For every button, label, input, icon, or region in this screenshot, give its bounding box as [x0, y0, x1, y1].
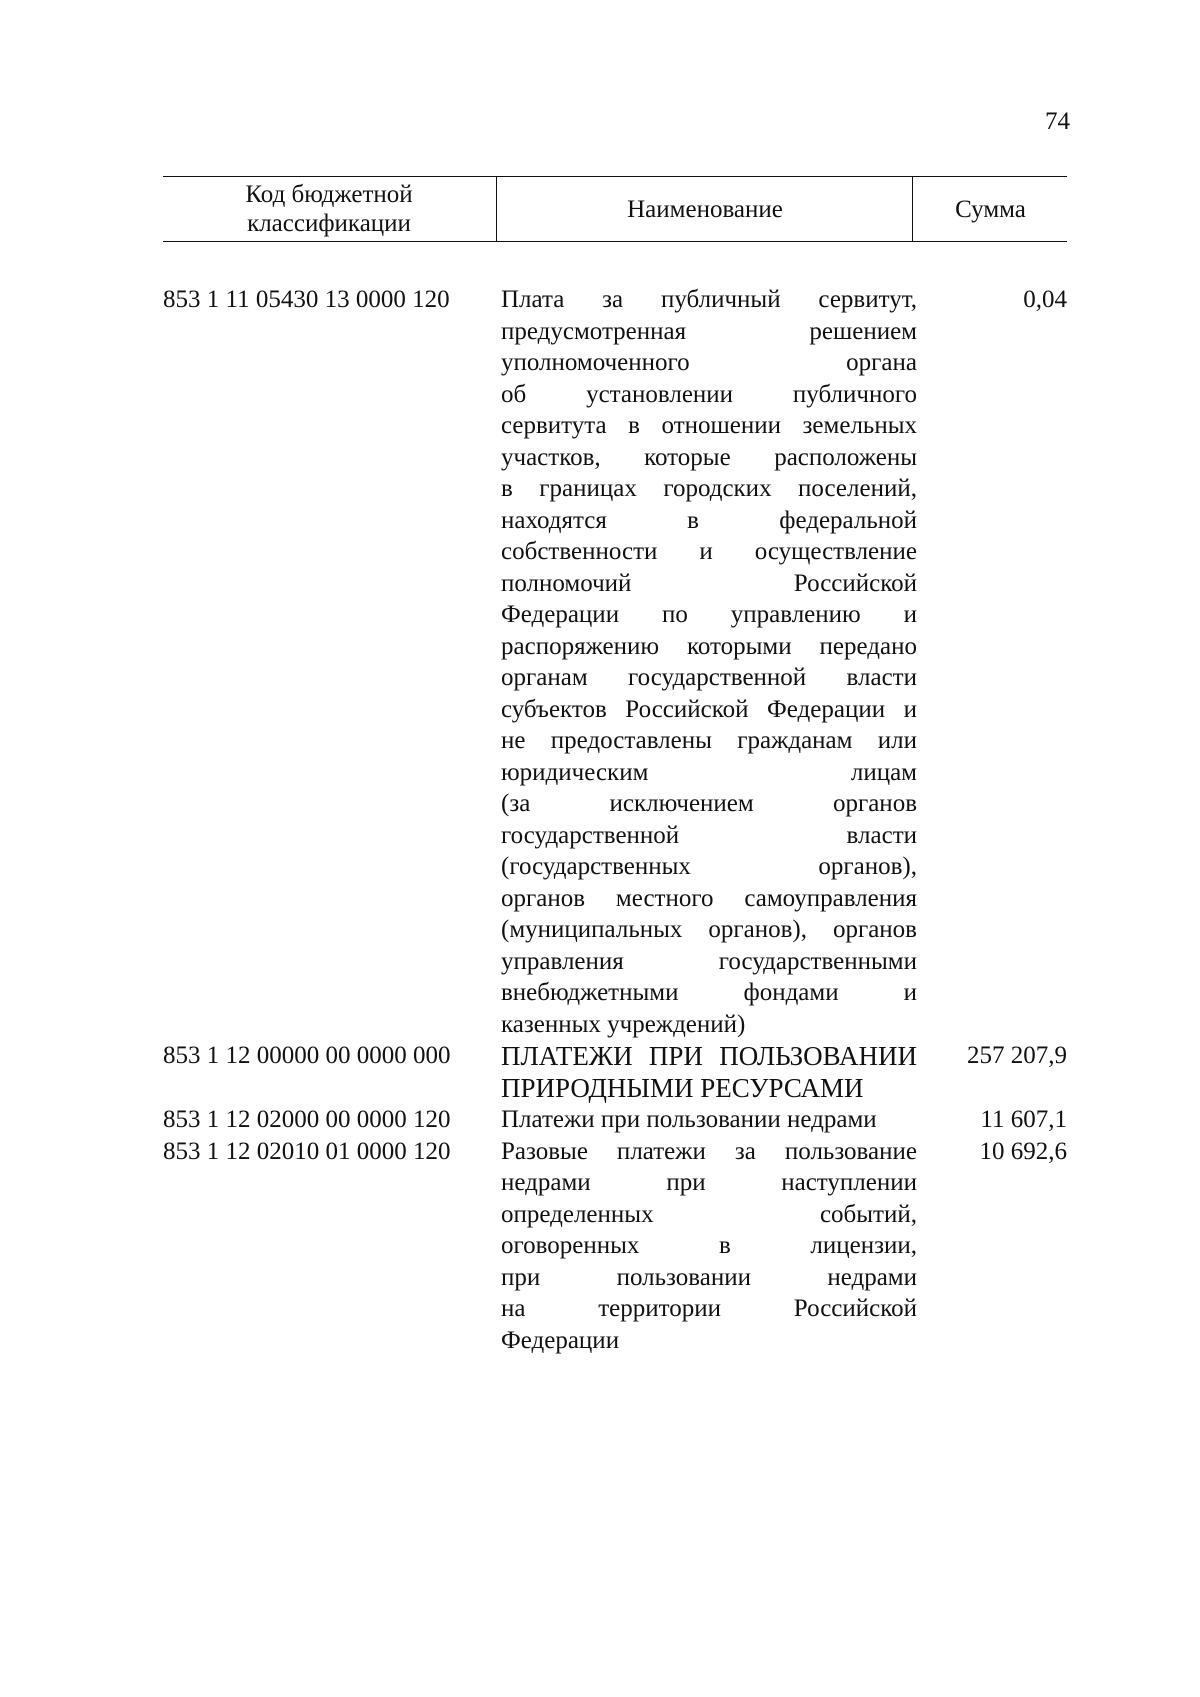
- item-sum: 0,04: [1023, 286, 1067, 313]
- item-name-line: при пользовании недрами: [501, 1263, 917, 1291]
- item-name-line: полномочий Российской: [501, 569, 917, 597]
- item-name-line: распоряжению которыми передано: [501, 632, 917, 660]
- item-name-line: Федерации: [501, 1326, 620, 1354]
- item-sum: 257 207,9: [967, 1042, 1067, 1069]
- table-header: [163, 176, 1067, 242]
- item-name-line: Плата за публичный сервитут,: [501, 286, 917, 313]
- item-name-line: казенных учреждений): [501, 1010, 746, 1038]
- item-name-line: не предоставлены гражданам или: [501, 727, 917, 754]
- item-name-line: предусмотренная решением: [501, 317, 917, 345]
- item-name-line: ПРИРОДНЫМИ РЕСУРСАМИ: [501, 1073, 864, 1103]
- item-name-line: внебюджетными фондами и: [501, 979, 917, 1006]
- table-row: [163, 1040, 1067, 1104]
- budget-code: 853 1 12 00000 00 0000 000: [163, 1042, 451, 1069]
- item-name-line: Федерации по управлению и: [501, 601, 917, 628]
- item-sum: 10 692,6: [979, 1137, 1067, 1165]
- header-code: Код бюджетной классификации: [245, 181, 413, 237]
- item-name-line: недрами при наступлении: [501, 1169, 917, 1196]
- item-name-line: государственной власти: [501, 821, 917, 849]
- item-name-line: на территории Российской: [501, 1295, 917, 1322]
- item-name-line: находятся в федеральной: [501, 506, 917, 534]
- budget-code: 853 1 12 02000 00 0000 120: [163, 1106, 451, 1133]
- item-name-line: в границах городских поселений,: [501, 475, 917, 502]
- item-name-line: органов местного самоуправления: [501, 884, 917, 912]
- table-body: [163, 284, 1067, 1356]
- table-row: [163, 1136, 1067, 1357]
- table-row: [163, 1104, 1067, 1136]
- item-name-line: управления государственными: [501, 947, 917, 975]
- item-sum: 11 607,1: [980, 1106, 1067, 1133]
- header-name: Наименование: [496, 177, 913, 241]
- item-name-line: определенных событий,: [501, 1200, 917, 1228]
- item-name-line: ПЛАТЕЖИ ПРИ ПОЛЬЗОВАНИИ: [501, 1041, 917, 1071]
- item-name: [501, 1040, 917, 1104]
- item-name-line: сервитута в отношении земельных: [501, 412, 917, 439]
- item-name-line: (государственных органов),: [501, 853, 917, 880]
- item-name-line: юридическим лицам: [501, 758, 917, 786]
- header-sum: Сумма: [912, 177, 1068, 241]
- budget-code: 853 1 12 02010 01 0000 120: [163, 1137, 451, 1165]
- item-name-line: оговоренных в лицензии,: [501, 1232, 917, 1259]
- item-name-line: участков, которые расположены: [501, 443, 917, 471]
- item-name: [501, 1104, 917, 1136]
- page-number: 74: [1045, 108, 1070, 135]
- budget-code: 853 1 11 05430 13 0000 120: [163, 286, 450, 313]
- item-name-line: Платежи при пользовании недрами: [501, 1106, 877, 1133]
- item-name-line: об установлении публичного: [501, 380, 917, 408]
- item-name-line: (муниципальных органов), органов: [501, 916, 917, 943]
- item-name: [501, 1136, 917, 1357]
- item-name-line: органам государственной власти: [501, 664, 917, 691]
- item-name-line: субъектов Российской Федерации и: [501, 695, 917, 723]
- item-name-line: уполномоченного органа: [501, 349, 917, 376]
- item-name: [501, 284, 917, 1040]
- item-name-line: (за исключением органов: [501, 790, 917, 817]
- item-name-line: Разовые платежи за пользование: [501, 1137, 917, 1165]
- table-row: [163, 284, 1067, 1040]
- item-name-line: собственности и осуществление: [501, 538, 917, 565]
